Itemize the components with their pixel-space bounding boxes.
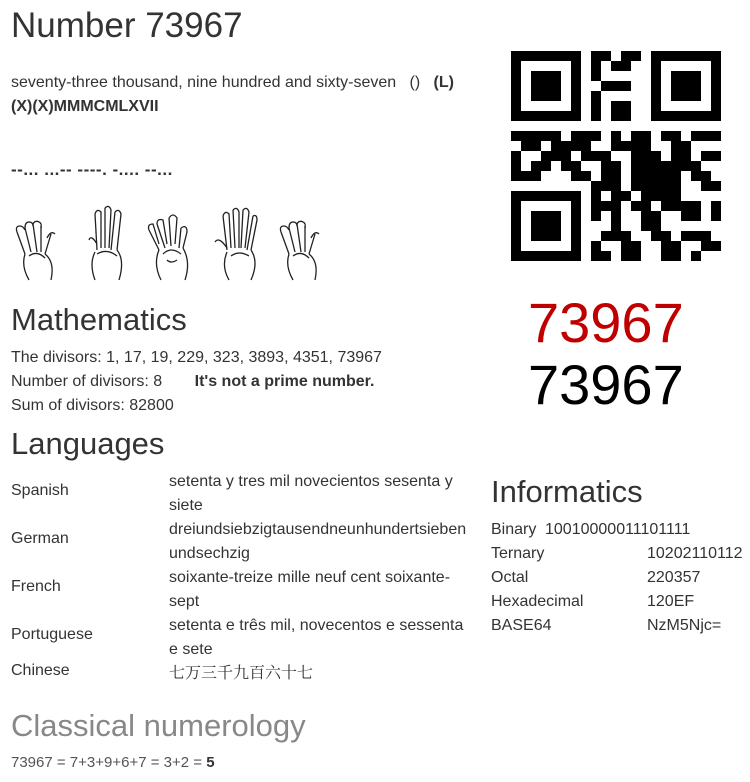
table-row (11, 518, 481, 566)
language-value: 七万三千九百六十七 (169, 665, 314, 682)
numerology-equation: 73967 = 7+3+9+6+7 = 3+2 = (11, 754, 207, 771)
info-label: Ternary (491, 545, 545, 562)
info-row-binary (491, 518, 746, 542)
info-row-base64 (491, 614, 746, 638)
page-title: Number 73967 (11, 6, 243, 45)
language-value: dreiundsiebzigtausendneunhundertsiebenundsechzig (169, 521, 467, 562)
seven-fingers-hand-icon (275, 204, 331, 282)
divisors-line: The divisors: 1, 17, 19, 229, 323, 3893, 4351, 73967 (11, 349, 382, 366)
language-name: Portuguese (11, 626, 93, 643)
table-row (11, 614, 481, 662)
roman-parens: () (409, 74, 421, 91)
mathematics-heading: Mathematics (11, 302, 187, 337)
table-row (11, 470, 481, 518)
language-name: French (11, 578, 61, 595)
number-display-black: 73967 (528, 353, 684, 416)
language-value: setenta e três mil, novecentos e sessenta e sete (169, 617, 464, 658)
language-name: German (11, 530, 69, 547)
table-row (11, 566, 481, 614)
divisor-count: Number of divisors: 8 (11, 373, 163, 390)
info-label: Binary (491, 521, 537, 538)
divisor-sum-line: Sum of divisors: 82800 (11, 397, 174, 414)
qr-code-icon (511, 51, 721, 261)
table-row (11, 662, 481, 686)
morse-code: --... ...-- ----. -.... --... (11, 160, 173, 179)
informatics-heading: Informatics (491, 474, 643, 509)
number-display-red: 73967 (528, 291, 684, 354)
numerology-equation-line (11, 754, 215, 771)
language-value: setenta y tres mil novecientos sesenta y siete (169, 473, 453, 514)
seven-fingers-hand-icon (11, 204, 67, 282)
roman-numeral: (X)(X)MMMCMLXVII (11, 98, 159, 115)
info-label: Octal (491, 569, 529, 586)
info-row-octal (491, 566, 746, 590)
info-value: 10010000011101111 (545, 521, 691, 538)
number-words (11, 71, 481, 119)
numerology-heading: Classical numerology (11, 708, 306, 743)
info-label: Hexadecimal (491, 593, 584, 610)
nine-fingers-hand-icon (143, 204, 199, 282)
info-row-hexadecimal (491, 590, 746, 614)
hand-signs (11, 204, 331, 282)
prime-status: It's not a prime number. (194, 373, 375, 390)
roman-label: (L) (433, 74, 454, 91)
info-value: 120EF (647, 593, 695, 610)
language-name: Chinese (11, 662, 70, 679)
info-label: BASE64 (491, 617, 552, 634)
info-value: 10202110112 (647, 545, 743, 562)
six-fingers-hand-icon (209, 204, 265, 282)
info-value: 220357 (647, 569, 701, 586)
languages-heading: Languages (11, 426, 165, 461)
numerology-result: 5 (206, 754, 215, 771)
language-name: Spanish (11, 482, 69, 499)
number-in-words: seventy-three thousand, nine hundred and sixty-seven (11, 74, 397, 91)
info-row-ternary (491, 542, 746, 566)
info-value: NzM5Njc= (647, 617, 722, 634)
language-value: soixante-treize mille neuf cent soixante-sept (169, 569, 451, 610)
three-fingers-hand-icon (77, 204, 133, 282)
divisor-count-line (11, 370, 374, 394)
